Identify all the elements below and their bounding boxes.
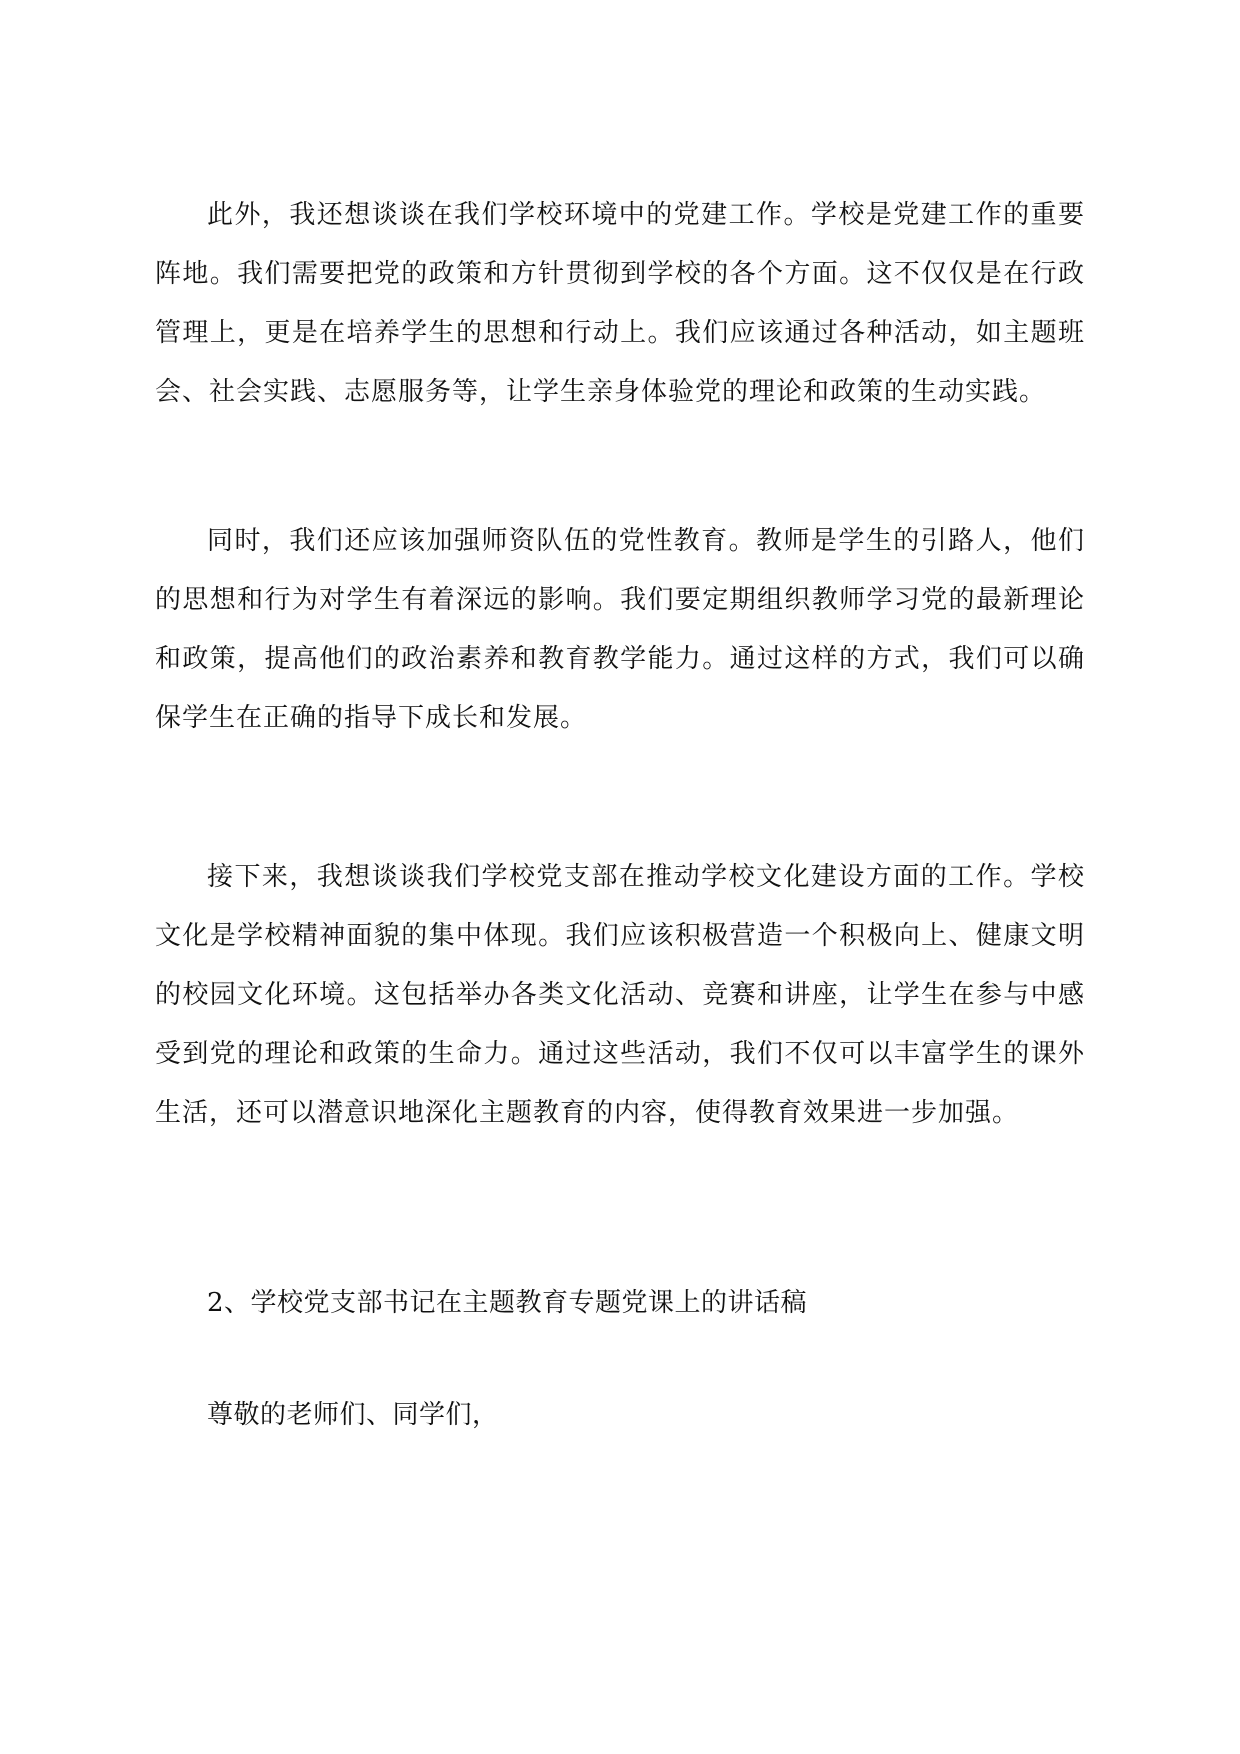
salutation: 尊敬的老师们、同学们， [207,1400,499,1430]
paragraph-school-culture: 接下来，我想谈谈我们学校党支部在推动学校文化建设方面的工作。学校文化是学校精神面貌的集中体现。我们应该积极营造一个积极向上、健康文明的校园文化环境。这包括举办各类文化活动、竞赛和讲座，让学生在参与中感受到党的理论和政策的生命力。通过这些活动，我们不仅可以丰富学生的课外生活，还可以潜意识地深化主题教育的内容，使得教育效果进一步加强。 [155,862,1085,1128]
section-spacer [155,1143,1085,1283]
paragraph-teacher-education: 同时，我们还应该加强师资队伍的党性教育。教师是学生的引路人，他们的思想和行为对学生有着深远的影响。我们要定期组织教师学习党的最新理论和政策，提高他们的政治素养和教育教学能力。通过这样的方式，我们可以确保学生在正确的指导下成长和发展。 [155,526,1085,733]
document-body [155,186,1085,1435]
section-heading: 2、学校党支部书记在主题教育专题党课上的讲话稿 [207,1288,808,1318]
paragraph-party-building: 此外，我还想谈谈在我们学校环境中的党建工作。学校是党建工作的重要阵地。我们需要把党的政策和方针贯彻到学校的各个方面。这不仅仅是在行政管理上，更是在培养学生的思想和行动上。我们应该通过各种活动，如主题班会、社会实践、志愿服务等，让学生亲身体验党的理论和政策的生动实践。 [155,200,1085,407]
paragraph-spacer [155,748,1085,848]
paragraph-spacer [155,422,1085,512]
heading-spacer [155,1323,1085,1395]
